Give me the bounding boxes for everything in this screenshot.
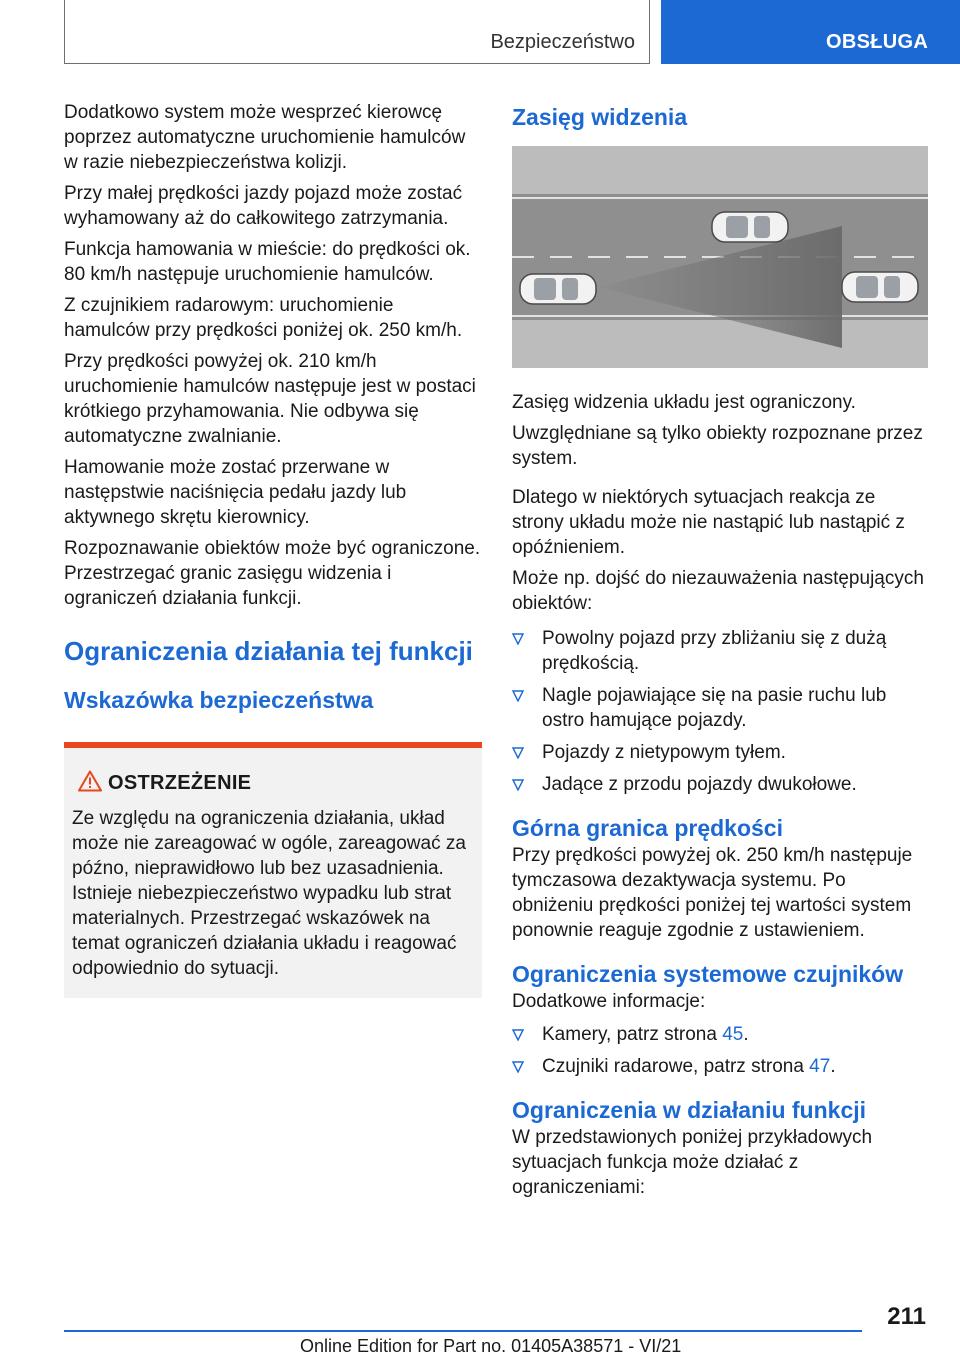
triangle-bullet-icon: [512, 633, 524, 645]
triangle-bullet-icon: [512, 1061, 524, 1073]
page-link-cameras[interactable]: 45: [722, 1024, 744, 1045]
edition-note: Online Edition for Part no. 01405A38571 - VI/21: [300, 1336, 682, 1356]
detection-range-illustration: [512, 146, 928, 368]
list-item: Kamery, patrz strona 45.: [512, 1022, 930, 1047]
section-heading: Ograniczenia działania tej funkcji: [64, 636, 473, 666]
sensor-list: [512, 1022, 930, 1079]
paragraph: Rozpoznawanie obiektów może być ograniczone. Przestrzegać granic zasięgu widzenia i ograniczeń działania funkcji.: [64, 538, 481, 609]
paragraph: Hamowanie może zostać przerwane w następstwie naciśnięcia pedału jazdy lub aktywnego skrętu kierownicy.: [64, 457, 407, 528]
triangle-bullet-icon: [512, 779, 524, 791]
paragraph: Dlatego w niektórych sytuacjach reakcja ze strony układu może nie nastąpić lub nastąpić z opóźnieniem.: [512, 487, 905, 558]
triangle-bullet-icon: [512, 747, 524, 759]
triangle-bullet-icon: [512, 690, 524, 702]
header-chapter-tab[interactable]: [661, 0, 960, 64]
warning-text: Ze względu na ograniczenia działania, układ może nie zareagować w ogóle, zareagować za późno, nieprawidłowo lub bez uzasadnienia. Istnieje niebezpieczeństwo wypadku lub strat materialnych. Przestrzegać wskazówek na temat ograniczeń działania układu i reagować odpowiednio do sytuacji.: [72, 808, 466, 979]
subsection-heading: Wskazówka bezpieczeństwa: [64, 687, 374, 713]
car-icon: [520, 274, 596, 304]
paragraph: Zasięg widzenia układu jest ograniczony.: [512, 392, 856, 413]
triangle-bullet-icon: [512, 1029, 524, 1041]
speed-heading: Górna granica prędkości: [512, 815, 783, 841]
page-number: 211: [887, 1303, 926, 1330]
car-icon: [842, 272, 918, 302]
paragraph: Uwzględniane są tylko obiekty rozpoznane przez system.: [512, 423, 923, 469]
object-list: [512, 626, 930, 797]
list-item: Pojazdy z nietypowym tyłem.: [512, 740, 930, 765]
car-icon: [712, 212, 788, 242]
paragraph: W przedstawionych poniżej przykładowych sytuacjach funkcja może działać z ograniczeniami:: [512, 1127, 873, 1198]
function-heading: Ograniczenia w działaniu funkcji: [512, 1097, 867, 1123]
paragraph: Dodatkowo system może wesprzeć kierowcę poprzez automatyczne uruchomienie hamulców w razie niebezpieczeństwa kolizji.: [64, 102, 466, 173]
paragraph: Przy prędkości powyżej ok. 210 km/h uruchomienie hamulców następuje jest w postaci krótkiego przyhamowania. Nie odbywa się automatyczne zwalnianie.: [64, 351, 476, 447]
list-item: Czujniki radarowe, patrz strona 47.: [512, 1054, 930, 1079]
warning-triangle-icon: [78, 770, 102, 792]
warning-title: OSTRZEŻENIE: [108, 772, 252, 794]
header-section: [64, 0, 650, 64]
footer-rule: [64, 1330, 862, 1332]
chapter-title: OBSŁUGA: [826, 31, 929, 53]
paragraph: Przy prędkości powyżej ok. 250 km/h następuje tymczasowa dezaktywacja systemu. Po obniżeniu prędkości poniżej tej wartości system ponownie reaguje zgodnie z ustawieniem.: [512, 845, 913, 941]
list-item: Jadące z przodu pojazdy dwukołowe.: [512, 772, 930, 797]
warning-box: [64, 742, 482, 998]
section-title: Bezpieczeństwo: [490, 31, 635, 53]
page-link-radar[interactable]: 47: [809, 1056, 831, 1077]
sensors-heading: Ograniczenia systemowe czujników: [512, 961, 904, 987]
paragraph: Funkcja hamowania w mieście: do prędkości ok. 80 km/h następuje uruchomienie hamulców.: [64, 239, 471, 285]
range-heading: Zasięg widzenia: [512, 104, 688, 130]
paragraph: Z czujnikiem radarowym: uruchomienie hamulców przy prędkości poniżej ok. 250 km/h.: [64, 295, 463, 341]
paragraph: Przy małej prędkości jazdy pojazd może zostać wyhamowany aż do całkowitego zatrzymania.: [64, 183, 463, 229]
list-item: Nagle pojawiające się na pasie ruchu lub ostro hamujące pojazdy.: [512, 683, 930, 733]
left-column: [64, 100, 482, 715]
paragraph: Dodatkowe informacje:: [512, 991, 706, 1012]
list-item: Powolny pojazd przy zbliżaniu się z dużą prędkością.: [512, 626, 930, 676]
paragraph: Może np. dojść do niezauważenia następujących obiektów:: [512, 568, 924, 614]
